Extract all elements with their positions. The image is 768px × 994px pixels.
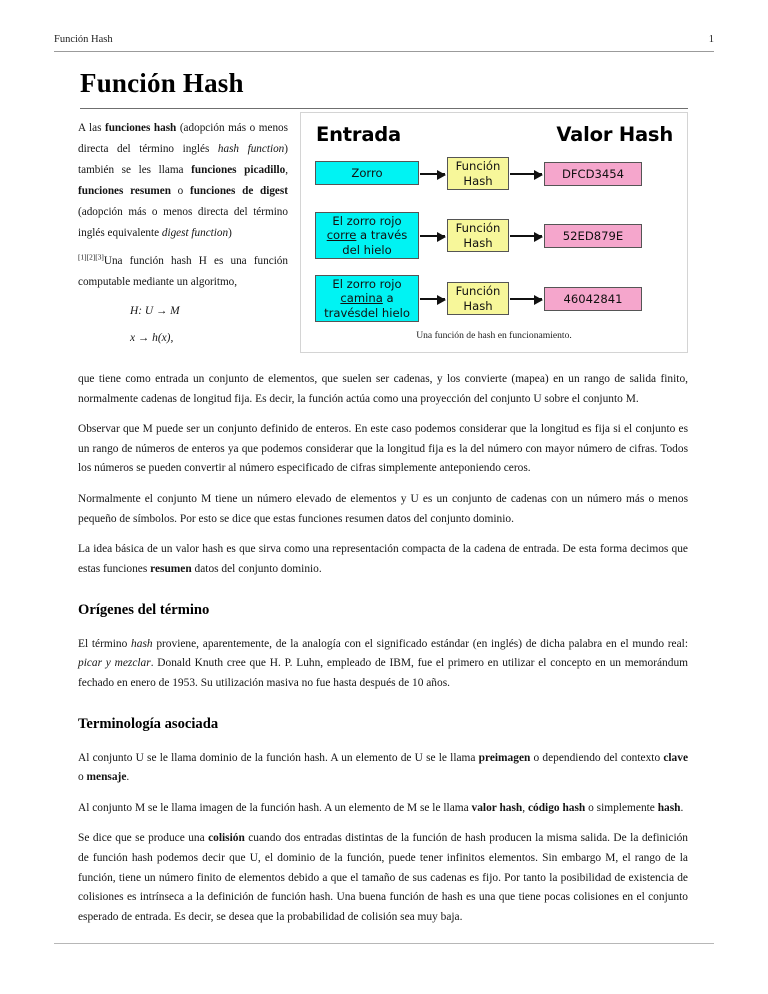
running-header-title: Función Hash [54, 34, 113, 45]
figure-column-header-input: Entrada [316, 123, 402, 146]
diagram-arrow-input-to-fn-3 [420, 298, 445, 300]
body-p4-bold-resumen: resumen [150, 562, 192, 575]
title-divider [80, 108, 688, 109]
diagram-input-line1-2: El zorro rojo [332, 214, 402, 229]
diagram-function-box-3 [447, 282, 509, 315]
term-bold-colision: colisión [208, 832, 245, 845]
diagram-input-box-1 [315, 161, 419, 185]
term-p2-text-b: , [522, 801, 528, 814]
origenes-text-b: proviene, aparentemente, de la analogía con el significado estándar (en inglés) de dicha palabra en el mundo real: [152, 637, 688, 650]
diagram-output-label-3: 46042841 [563, 291, 623, 306]
diagram-function-line1-3: Función [455, 284, 501, 299]
diagram-input-box-2 [315, 212, 419, 259]
lead-italic-digest-function: digest function [161, 227, 229, 240]
diagram-output-box-1 [544, 162, 642, 186]
lead-text-c: (adopción más o menos directa del término inglés [78, 122, 288, 156]
diagram-function-label-1 [456, 159, 501, 187]
diagram-input-line4-3: travésdel hielo [324, 305, 410, 320]
terminologia-paragraph-2 [78, 799, 688, 819]
diagram-arrow-fn-to-output-3 [510, 298, 542, 300]
body-p4-text-a: La idea básica de un valor hash es que sirva como una representación compacta de la cadena de entrada. De esta forma decimos que estas funciones [78, 543, 688, 575]
section-heading-terminologia: Terminología asociada [78, 716, 219, 733]
lead-text-e: , [285, 164, 288, 177]
diagram-input-label-1: Zorro [351, 165, 383, 180]
diagram-function-label-2 [456, 221, 501, 249]
lead-bold-funciones-picadillo: funciones picadillo [191, 164, 286, 177]
lead-paragraph-2 [78, 251, 288, 293]
term-bold-codigo-hash: código hash [527, 801, 586, 814]
lead-text-d: ) también se les llama [78, 143, 288, 177]
origenes-italic-hash: hash [131, 637, 153, 650]
diagram-input-line3-3: a [382, 291, 394, 306]
lead-italic-hash-function: hash function [217, 143, 285, 156]
term-bold-preimagen: preimagen [478, 751, 531, 764]
diagram-function-label-3 [456, 284, 501, 312]
diagram-output-box-3 [544, 287, 642, 311]
diagram-input-label-3 [324, 277, 410, 319]
origenes-paragraph-1 [78, 635, 688, 694]
header-divider [54, 51, 714, 52]
origenes-italic-picar-mezclar: picar y mezclar [78, 657, 151, 670]
diagram-input-label-2 [327, 214, 408, 256]
diagram-function-line1-2: Función [455, 221, 501, 236]
diagram-function-box-2 [447, 219, 509, 252]
diagram-input-line2-3: camina [340, 291, 383, 306]
figure-diagram [301, 113, 687, 352]
term-p2-text-c: o simplemente [585, 801, 658, 814]
diagram-arrow-fn-to-output-2 [510, 235, 542, 237]
diagram-input-line3-2: a través [356, 228, 408, 243]
diagram-input-line2-2: corre [326, 228, 357, 243]
diagram-arrow-input-to-fn-2 [420, 235, 445, 237]
body-paragraph-1: que tiene como entrada un conjunto de elementos, que suelen ser cadenas, y los convierte (mapea) en un rango de salida finito, normalmente cadenas de longitud fija. Es decir, la función actúa como una proyección del conjunto U sobre el conjunto M. [78, 373, 688, 405]
lead-column [78, 118, 288, 350]
hash-function-figure [300, 112, 688, 353]
terminologia-paragraph-1 [78, 749, 688, 788]
reference-marks[interactable]: [1][2][3] [78, 252, 104, 262]
lead-text-a: A las [78, 122, 105, 134]
term-bold-valor-hash: valor hash [471, 801, 523, 814]
diagram-function-line1-1: Función [455, 159, 501, 174]
page-title: Función Hash [80, 68, 244, 98]
diagram-function-box-1 [447, 157, 509, 190]
diagram-output-box-2 [544, 224, 642, 248]
term-p3-text-b: cuando dos entradas distintas de la función de hash producen la misma salida. De la definición de función hash podemos decir que U, el dominio de la función, puede tener infinitos elementos. Sin embargo M, el rango de la función, tiene un número finito de elementos debido a que el tamaño de sus cadenas es fijo. Por tanto la posibilidad de existencia de colisiones es intrínseca a la definición de función hash. Una buena función de hash es una que tiene pocas colisiones en el conjunto esperado de entrada. Es decir, se desea que la probabilidad de colisión sea muy baja. [78, 832, 689, 923]
body-paragraph-2: Observar que M puede ser un conjunto definido de enteros. En este caso podemos considerar que la longitud es fija si el conjunto es un rango de números de enteros ya que podemos considerar que la longitud fija es la del número con mayor número de cifras. Todos los números se pueden convertir al número especificado de cifras simplemente anteponiendo ceros. [78, 423, 688, 475]
term-p2-text-d: . [680, 801, 684, 814]
footer-divider [54, 943, 714, 944]
terminologia-paragraph-3 [78, 829, 688, 927]
origenes-text-a: El término [78, 637, 132, 650]
body-p4-text-c: datos del conjunto dominio. [191, 562, 322, 575]
figure-column-header-output: Valor Hash [556, 123, 673, 146]
origenes-text-c: . Donald Knuth cree que H. P. Luhn, empleado de IBM, fue el primero en utilizar el concepto en un memorándum fechado en enero de 1953. Su utilización masiva no fue hasta después de 10 años. [78, 657, 688, 689]
lead-paragraph-1 [78, 118, 288, 244]
term-p1-text-c: o [78, 771, 87, 784]
section-heading-origenes: Orígenes del término [78, 602, 210, 619]
running-header [54, 34, 714, 45]
term-p2-text-a: Al conjunto M se le llama imagen de la función hash. A un elemento de M se le llama [78, 801, 472, 814]
lead-text-h: ) [228, 227, 232, 240]
diagram-function-line2-2: Hash [463, 235, 493, 250]
document-body [78, 370, 688, 938]
formula-domain-map: H: U → M [130, 305, 180, 318]
lead-bold-funciones-resumen: funciones resumen [78, 185, 171, 198]
diagram-function-line2-3: Hash [463, 298, 493, 313]
term-p3-text-a: Se dice que se produce una [78, 832, 209, 845]
diagram-output-label-1: DFCD3454 [561, 166, 625, 181]
term-bold-clave: clave [663, 751, 688, 764]
diagram-arrow-input-to-fn-1 [420, 173, 445, 175]
lead-definition-text: Una función hash H es una función computable mediante un algoritmo, [78, 255, 288, 289]
body-paragraph-3: Normalmente el conjunto M tiene un número elevado de elementos y U es un conjunto de cadenas con un número más o menos pequeño de símbolos. Por esto se dice que estas funciones resumen datos del conjunto dominio. [78, 493, 688, 525]
formula-element-map: x → h(x), [130, 332, 174, 345]
diagram-function-line2-1: Hash [463, 173, 493, 188]
diagram-input-line1-3: El zorro rojo [332, 277, 402, 292]
term-bold-hash: hash [657, 801, 681, 814]
lead-bold-funciones-digest: funciones de digest [189, 185, 288, 198]
lead-bold-funciones-hash: funciones hash [104, 122, 177, 134]
diagram-arrow-fn-to-output-1 [510, 173, 542, 175]
diagram-input-box-3 [315, 275, 419, 322]
body-paragraph-4 [78, 540, 688, 579]
term-bold-mensaje: mensaje [86, 771, 127, 784]
lead-text-g: (adopción más o menos directa del término inglés equivalente [78, 206, 288, 240]
term-p1-text-b: o dependiendo del contexto [530, 751, 664, 764]
diagram-input-line4-2: del hielo [342, 242, 392, 257]
term-p1-text-d: . [126, 771, 130, 784]
diagram-output-label-2: 52ED879E [562, 228, 624, 243]
lead-text-f: o [170, 185, 190, 198]
figure-caption: Una función de hash en funcionamiento. [416, 330, 572, 341]
term-p1-text-a: Al conjunto U se le llama dominio de la función hash. A un elemento de U se le llama [78, 751, 479, 764]
page-number: 1 [708, 34, 714, 45]
